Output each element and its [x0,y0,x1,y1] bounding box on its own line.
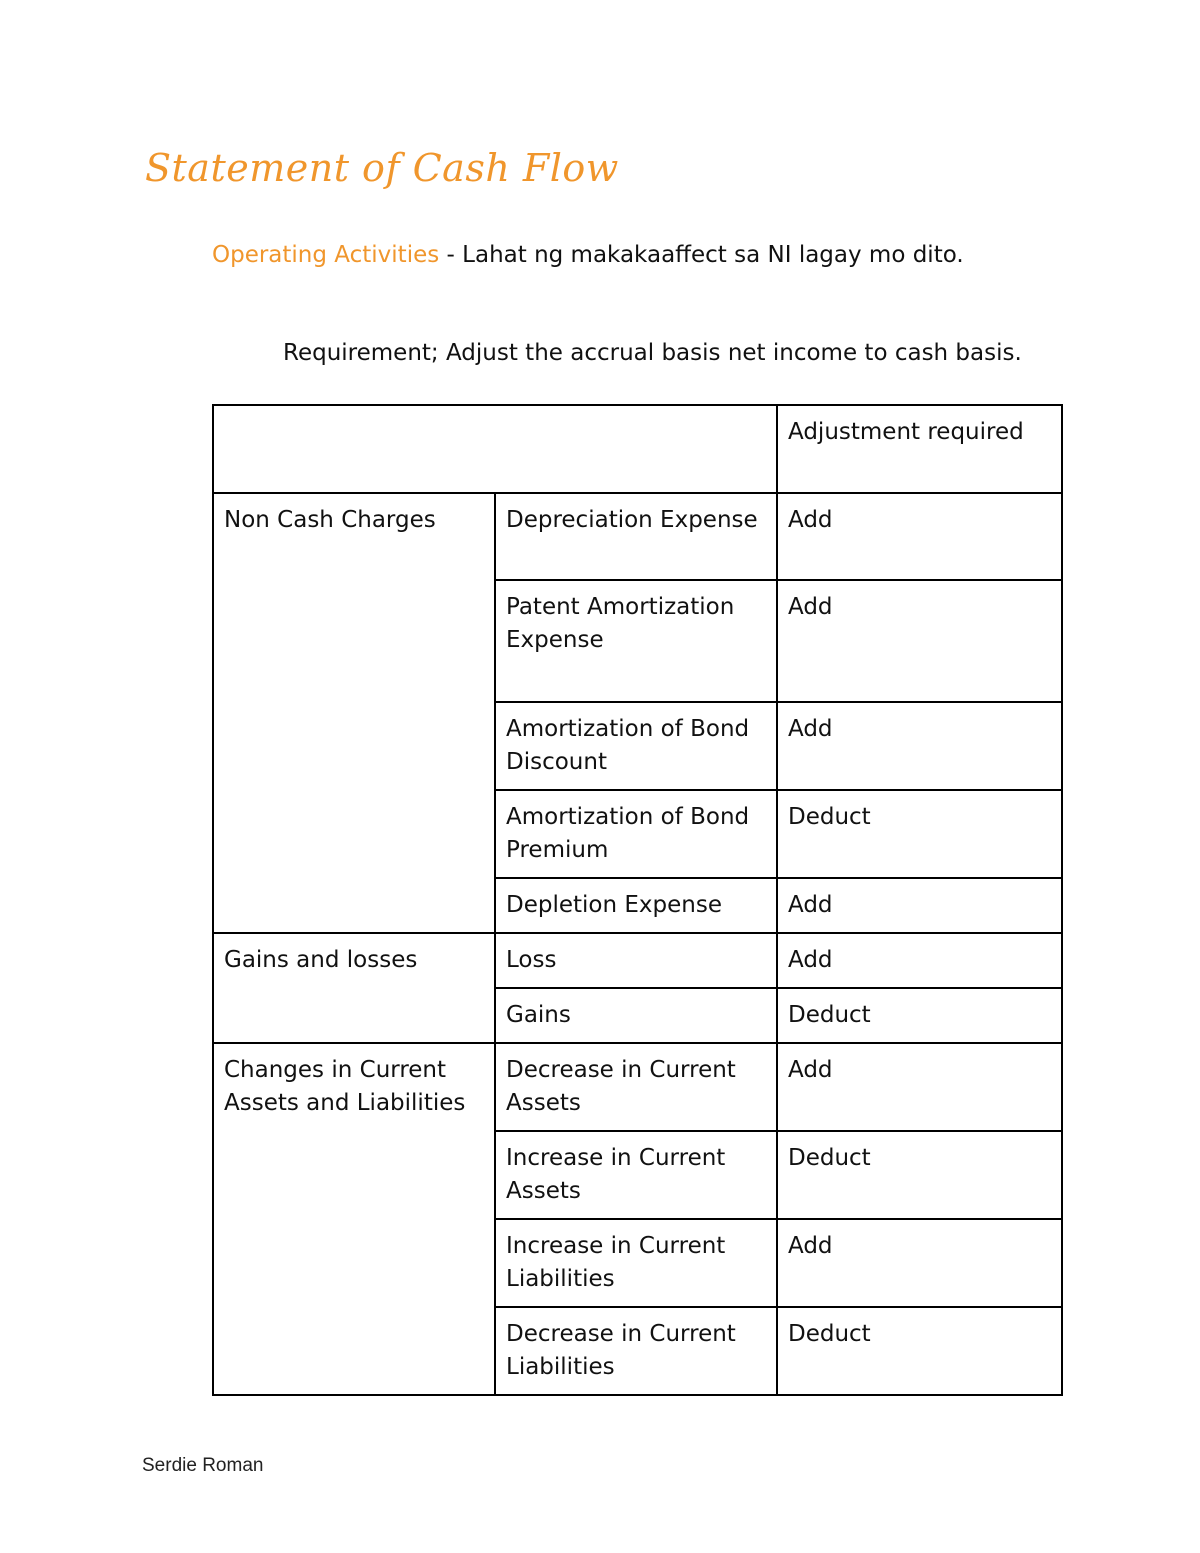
table-row [213,1043,1062,1131]
operating-activities-paragraph [212,238,1042,272]
document-title: Statement of Cash Flow [145,146,619,190]
item-cell: Patent Amortization Expense [495,580,777,702]
adjustment-cell: Deduct [777,790,1062,878]
item-cell: Decrease in Current Liabilities [495,1307,777,1395]
item-cell: Depletion Expense [495,878,777,933]
adjustment-cell: Add [777,702,1062,790]
table-row [213,933,1062,988]
adjustment-cell: Add [777,493,1062,580]
adjustment-cell: Add [777,1043,1062,1131]
category-gains-and-losses: Gains and losses [213,933,495,1043]
item-cell: Depreciation Expense [495,493,777,580]
item-cell: Increase in Current Assets [495,1131,777,1219]
adjustment-cell: Add [777,1219,1062,1307]
adjustment-cell: Add [777,580,1062,702]
item-cell: Loss [495,933,777,988]
item-cell: Amortization of Bond Premium [495,790,777,878]
adjustment-cell: Deduct [777,1307,1062,1395]
item-cell: Decrease in Current Assets [495,1043,777,1131]
table-header-row [213,405,1062,493]
adjustment-cell: Deduct [777,1131,1062,1219]
adjustment-table [212,404,1063,1396]
item-cell: Gains [495,988,777,1043]
operating-activities-label: Operating Activities [212,242,440,268]
table-row [213,493,1062,580]
operating-activities-description: - Lahat ng makakaaffect sa NI lagay mo dito. [439,242,964,268]
requirement-text: Requirement; Adjust the accrual basis net income to cash basis. [283,340,1022,366]
item-cell: Amortization of Bond Discount [495,702,777,790]
category-non-cash-charges: Non Cash Charges [213,493,495,933]
header-empty-cell [213,405,777,493]
item-cell: Increase in Current Liabilities [495,1219,777,1307]
adjustment-cell: Deduct [777,988,1062,1043]
adjustment-cell: Add [777,878,1062,933]
category-changes-in-current-assets-liabilities: Changes in Current Assets and Liabilities [213,1043,495,1395]
header-adjustment-required: Adjustment required [777,405,1062,493]
author-footer: Serdie Roman [142,1455,264,1476]
adjustment-cell: Add [777,933,1062,988]
